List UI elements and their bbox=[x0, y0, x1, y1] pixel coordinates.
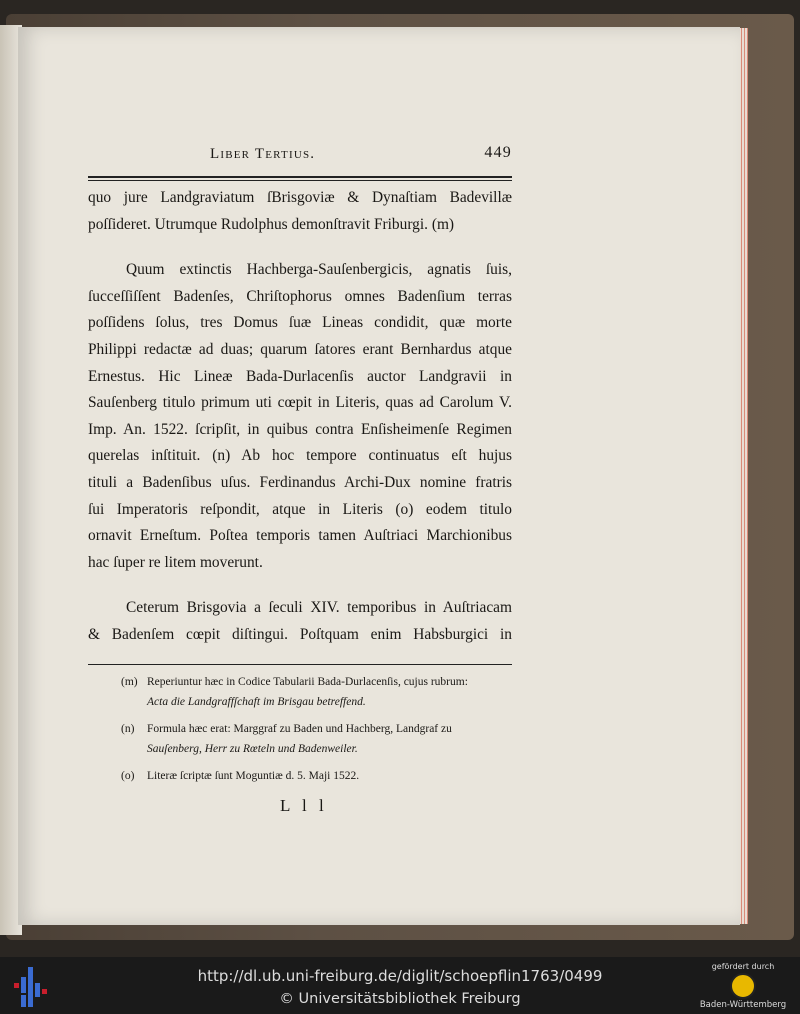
footnote-n bbox=[88, 719, 512, 760]
header-rule bbox=[88, 176, 512, 181]
running-title: Liber Tertius. bbox=[210, 146, 316, 162]
paragraph-3 bbox=[88, 595, 512, 648]
page-number: 449 bbox=[484, 144, 512, 161]
signature-mark: L l l bbox=[280, 796, 328, 815]
footnote-o bbox=[88, 766, 512, 787]
copyright: © Universitätsbibliothek Freiburg bbox=[279, 991, 521, 1007]
text-line: Ernestus. Hic Lineæ Bada-Durlacenſis auctor Landgravii in bbox=[88, 367, 512, 385]
footnotes bbox=[88, 664, 512, 787]
permalink[interactable]: http://dl.ub.uni-freiburg.de/diglit/schoepflin1763/0499 bbox=[197, 967, 603, 985]
footnote-line: Formula hæc erat: Marggraf zu Baden und Hachberg, Landgraf zu bbox=[147, 722, 452, 735]
text-line: Ceterum Brisgovia a ſeculi XIV. temporibus in Auſtriacam bbox=[126, 599, 512, 617]
sponsor-line: gefördert durch bbox=[711, 962, 775, 971]
text-line: ſucceſſiſſent Badenſes, Chriſtophorus omnes Badenſium terras bbox=[88, 287, 512, 305]
text-line: hac ſuper re litem moverunt. bbox=[88, 553, 263, 571]
paragraph-2 bbox=[88, 257, 512, 576]
text-line: quo jure Landgraviatum ſBrisgoviæ & Dynaſtiam Badevillæ bbox=[88, 189, 512, 206]
text-line: & Badenſem cœpit diſtingui. Poſtquam enim Habsburgici in bbox=[88, 625, 512, 643]
footnote-line: Literæ ſcriptæ ſunt Moguntiæ d. 5. Maji 1522. bbox=[147, 769, 360, 782]
text-line: ornavit Erneſtum. Poſtea temporis tamen Auſtriaci Marchionibus bbox=[88, 527, 512, 545]
text-line: tituli a Badenſibus uſus. Ferdinandus Archi-Dux nomine fratris bbox=[88, 473, 512, 491]
footnote-line: Reperiuntur hæc in Codice Tabularii Bada-Durlacenſis, cujus rubrum: bbox=[147, 675, 468, 688]
text-line: Philippi redactæ ad duas; quarum ſatores erant Bernhardus atque bbox=[88, 340, 512, 358]
footnote-mark: (m) bbox=[121, 675, 138, 688]
text-line: querelas inſtituit. (n) Ab hoc tempore continuatus eſt hujus bbox=[88, 447, 512, 465]
viewer-footer bbox=[0, 957, 800, 1014]
paragraph-1 bbox=[88, 185, 512, 238]
sponsor-name: Baden-Württemberg bbox=[699, 1000, 787, 1010]
text-line: poſſidens ſolus, tres Domus ſuæ Lineas condidit, quæ morte bbox=[88, 314, 512, 332]
footnote-m bbox=[88, 672, 512, 713]
footnote-mark: (n) bbox=[121, 722, 135, 735]
running-head bbox=[88, 140, 512, 164]
sponsor-logo[interactable] bbox=[690, 960, 796, 1012]
footnote-mark: (o) bbox=[121, 769, 135, 782]
footnote-line: Acta die Landgraffſchaft im Brisgau betreffend. bbox=[147, 696, 366, 708]
text-line: poſſideret. Utrumque Rudolphus demonſtravit Friburgi. (m) bbox=[88, 215, 455, 233]
text-line: Sauſenberg titulo primum uti cœpit in Literis, quas ad Carolum V. bbox=[88, 394, 512, 412]
text-line: ſui Imperatoris reſpondit, atque in Literis (o) eodem titulo bbox=[88, 500, 512, 518]
text-line: Imp. An. 1522. ſcripſit, in quibus contra Enſisheimenſe Regimen bbox=[88, 420, 512, 438]
text-line: Quum extinctis Hachberga-Sauſenbergicis, agnatis ſuis, bbox=[126, 261, 512, 279]
page-text bbox=[88, 140, 512, 816]
footnote-line: Sauſenberg, Herr zu Rœteln und Badenweiler. bbox=[147, 743, 358, 755]
coat-of-arms-icon bbox=[730, 973, 756, 999]
